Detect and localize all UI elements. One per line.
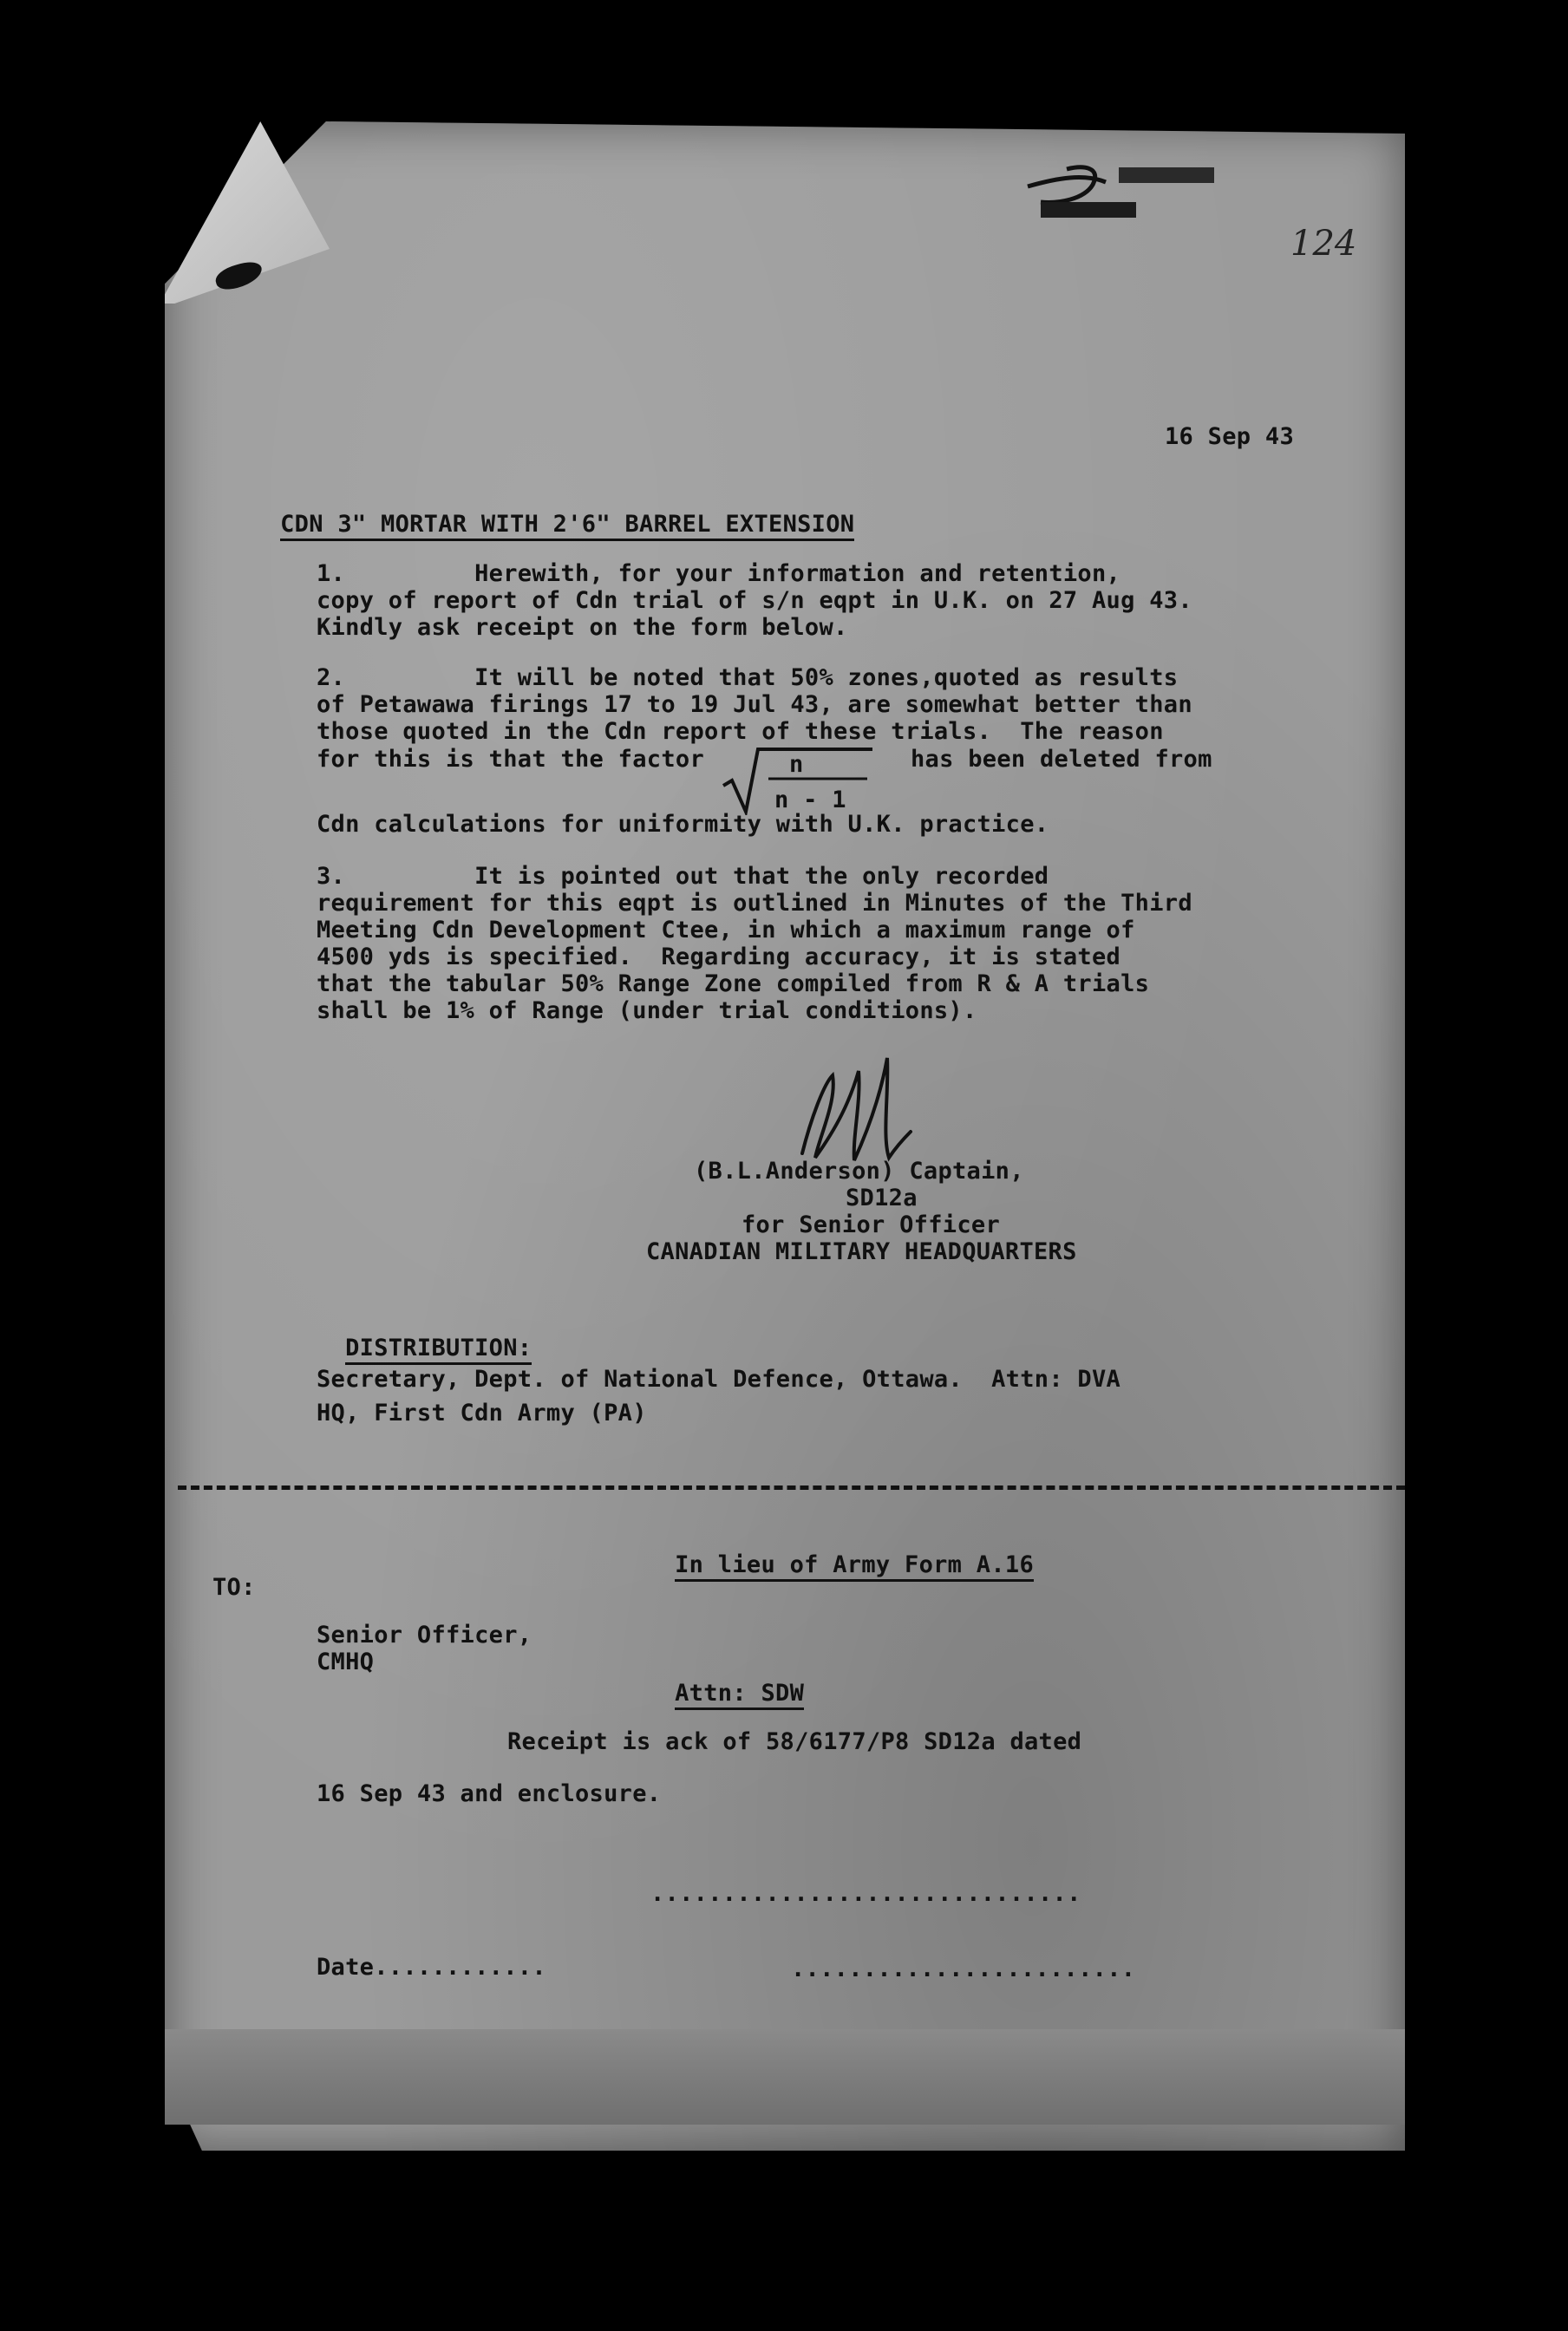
para2-line1: 2. It will be noted that 50% zones,quoted as results xyxy=(317,664,1179,691)
attn-line: Attn: SDW xyxy=(675,1680,804,1710)
signature-dots: .............................. xyxy=(650,1880,1081,1907)
reference-scribble xyxy=(1023,160,1223,221)
distribution-line2: HQ, First Cdn Army (PA) xyxy=(317,1400,647,1427)
formula-denominator: n - 1 xyxy=(774,787,846,813)
addressee-line2: CMHQ xyxy=(317,1649,375,1675)
para3-line4: 4500 yds is specified. Regarding accuracy, it is stated xyxy=(317,944,1121,970)
para3-line5: that the tabular 50% Range Zone compiled from R & A trials xyxy=(317,970,1150,997)
handwritten-signature xyxy=(785,1049,915,1171)
page-bottom-edge xyxy=(165,2029,1405,2125)
addressee-line1: Senior Officer, xyxy=(317,1622,532,1649)
para2-line4: for this is that the factor xyxy=(317,746,704,773)
para1-line3: Kindly ask receipt on the form below. xyxy=(317,614,848,641)
tear-off-divider xyxy=(178,1485,1405,1490)
para1-line2: copy of report of Cdn trial of s/n eqpt in U.K. on 27 Aug 43. xyxy=(317,587,1192,614)
signatory-name: (B.L.Anderson) Captain, xyxy=(694,1158,1024,1185)
para3-line6: shall be 1% of Range (under trial conditions). xyxy=(317,997,977,1024)
document-title: CDN 3" MORTAR WITH 2'6" BARREL EXTENSION xyxy=(280,511,854,541)
folio-number: 124 xyxy=(1290,224,1357,264)
para2-line5: Cdn calculations for uniformity with U.K. practice. xyxy=(317,811,1049,838)
date-signature-dots: ........................ xyxy=(791,1956,1136,1982)
para3-line2: requirement for this eqpt is outlined in Minutes of the Third xyxy=(317,890,1192,917)
formula-numerator: n xyxy=(789,751,804,778)
receipt-line1: Receipt is ack of 58/6177/P8 SD12a dated xyxy=(507,1728,1082,1755)
para1-line1: 1. Herewith, for your information and retention, xyxy=(317,560,1121,587)
para2-line4-cont: has been deleted from xyxy=(911,746,1212,773)
para3-line1: 3. It is pointed out that the only recorded xyxy=(317,863,1049,890)
receipt-form-title: In lieu of Army Form A.16 xyxy=(675,1551,1034,1582)
date-field: Date............ xyxy=(317,1954,546,1981)
distribution-line1: Secretary, Dept. of National Defence, Ottawa. Attn: DVA xyxy=(317,1366,1121,1393)
signatory-hq: CANADIAN MILITARY HEADQUARTERS xyxy=(646,1238,1077,1265)
signatory-for: for Senior Officer xyxy=(742,1211,1000,1238)
para2-line2: of Petawawa firings 17 to 19 Jul 43, are somewhat better than xyxy=(317,691,1192,718)
distribution-heading: DISTRIBUTION: xyxy=(345,1335,532,1365)
signatory-branch: SD12a xyxy=(846,1185,918,1211)
document-date: 16 Sep 43 xyxy=(1165,423,1294,450)
para2-line3: those quoted in the Cdn report of these trials. The reason xyxy=(317,718,1164,745)
para3-line3: Meeting Cdn Development Ctee, in which a maximum range of xyxy=(317,917,1135,944)
to-label: TO: xyxy=(212,1574,256,1601)
receipt-line2: 16 Sep 43 and enclosure. xyxy=(317,1780,662,1807)
